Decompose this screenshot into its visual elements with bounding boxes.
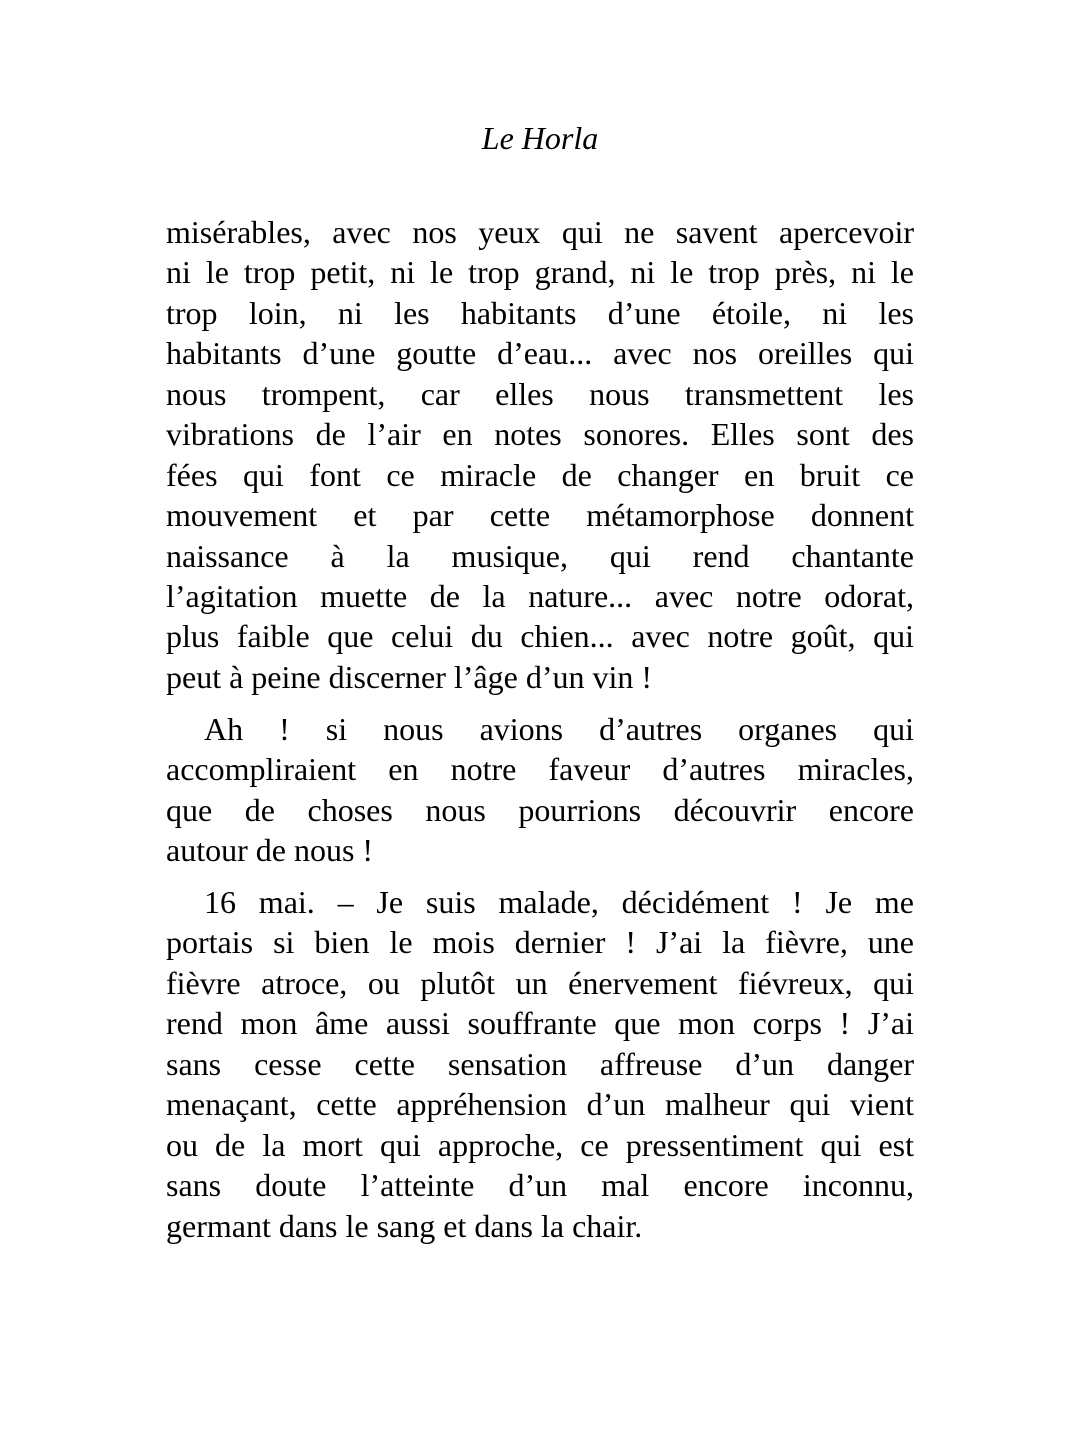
text-line: germant dans le sang et dans la chair. [166,1207,643,1244]
text-line: sans doute l’atteinte d’un mal encore inconnu, [166,1167,914,1204]
text-line: accompliraient en notre faveur d’autres miracles, [166,751,914,788]
text-line: menaçant, cette appréhension d’un malheur qui vient [166,1086,914,1123]
text-line: rend mon âme aussi souffrante que mon corps ! J’ai [166,1005,914,1042]
text-line: portais si bien le mois dernier ! J’ai la fièvre, une [166,924,914,961]
page-body [166,212,914,1257]
paragraph [166,709,914,871]
text-line: que de choses nous pourrions découvrir encore [166,791,914,828]
text-line: ni le trop petit, ni le trop grand, ni le trop près, ni le [166,254,914,291]
text-line: fées qui font ce miracle de changer en bruit ce [166,456,914,493]
text-line: l’agitation muette de la nature... avec notre odorat, [166,577,914,614]
text-line: autour de nous ! [166,832,374,869]
text-line: nous trompent, car elles nous transmettent les [166,375,914,412]
text-line: peut à peine discerner l’âge d’un vin ! [166,658,653,695]
text-line: vibrations de l’air en notes sonores. Elles sont des [166,416,914,453]
text-line: 16 mai. – Je suis malade, décidément ! Je me [204,884,914,920]
running-header-title: Le Horla [481,120,599,156]
text-line: habitants d’une goutte d’eau... avec nos oreilles qui [166,335,914,372]
text-line: misérables, avec nos yeux qui ne savent apercevoir [166,214,914,250]
text-line: mouvement et par cette métamorphose donnent [166,497,914,534]
text-line: sans cesse cette sensation affreuse d’un danger [166,1045,914,1082]
paragraph [166,882,914,1246]
paragraph [166,212,914,697]
text-line: fièvre atroce, ou plutôt un énervement fiévreux, qui [166,964,914,1001]
text-line: ou de la mort qui approche, ce pressentiment qui est [166,1126,914,1163]
text-line: trop loin, ni les habitants d’une étoile, ni les [166,294,914,331]
text-line: naissance à la musique, qui rend chantante [166,537,914,574]
text-line: Ah ! si nous avions d’autres organes qui [204,710,914,747]
text-line: plus faible que celui du chien... avec notre goût, qui [166,618,914,655]
